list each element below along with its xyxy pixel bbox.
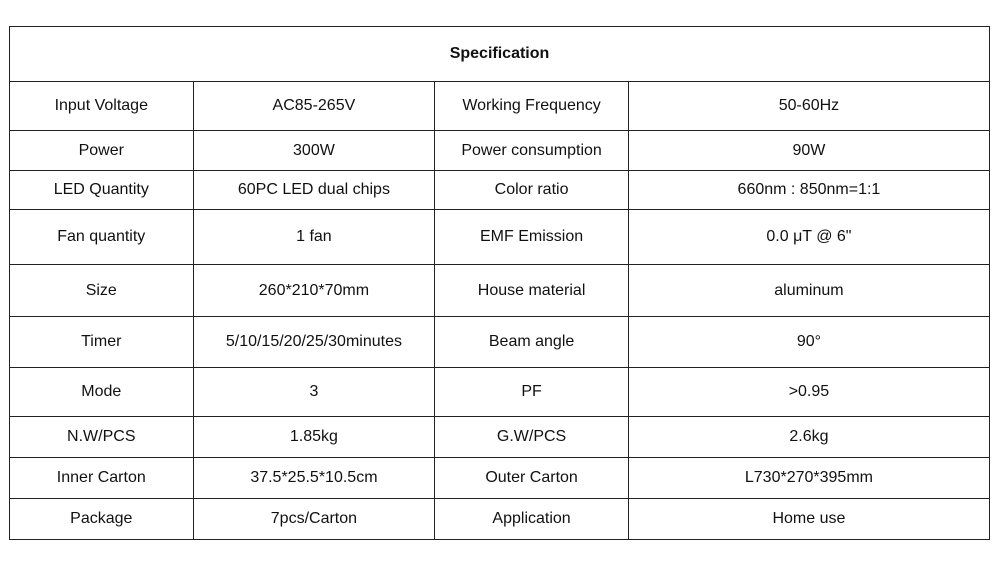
spec-label: Power consumption <box>435 131 629 171</box>
spec-label: Package <box>10 499 194 540</box>
spec-value: 90W <box>628 131 989 171</box>
spec-label: N.W/PCS <box>10 417 194 458</box>
spec-value: 300W <box>193 131 435 171</box>
table-row <box>10 171 990 210</box>
spec-value: >0.95 <box>628 368 989 417</box>
spec-label: Input Voltage <box>10 82 194 131</box>
spec-label: LED Quantity <box>10 171 194 210</box>
spec-value: 90° <box>628 317 989 368</box>
table-row <box>10 210 990 265</box>
spec-label: Fan quantity <box>10 210 194 265</box>
spec-label: G.W/PCS <box>435 417 629 458</box>
spec-label: Application <box>435 499 629 540</box>
table-row <box>10 265 990 317</box>
spec-value: 1.85kg <box>193 417 435 458</box>
spec-value: 50-60Hz <box>628 82 989 131</box>
table-row <box>10 317 990 368</box>
table-row <box>10 499 990 540</box>
spec-value: 60PC LED dual chips <box>193 171 435 210</box>
spec-value: L730*270*395mm <box>628 458 989 499</box>
spec-label: Color ratio <box>435 171 629 210</box>
spec-value: 37.5*25.5*10.5cm <box>193 458 435 499</box>
table-row <box>10 368 990 417</box>
spec-value: 0.0 μT @ 6" <box>628 210 989 265</box>
spec-label: Inner Carton <box>10 458 194 499</box>
specification-table <box>9 26 990 540</box>
spec-value: 5/10/15/20/25/30minutes <box>193 317 435 368</box>
table-title: Specification <box>10 27 990 82</box>
spec-value: AC85-265V <box>193 82 435 131</box>
table-row <box>10 458 990 499</box>
spec-label: Outer Carton <box>435 458 629 499</box>
spec-label: PF <box>435 368 629 417</box>
table-row <box>10 131 990 171</box>
spec-label: Mode <box>10 368 194 417</box>
spec-label: EMF Emission <box>435 210 629 265</box>
spec-value: 1 fan <box>193 210 435 265</box>
spec-value: 2.6kg <box>628 417 989 458</box>
spec-label: Timer <box>10 317 194 368</box>
spec-value: aluminum <box>628 265 989 317</box>
spec-value: 7pcs/Carton <box>193 499 435 540</box>
spec-value: Home use <box>628 499 989 540</box>
spec-label: Size <box>10 265 194 317</box>
title-row <box>10 27 990 82</box>
spec-value: 260*210*70mm <box>193 265 435 317</box>
spec-value: 660nm : 850nm=1:1 <box>628 171 989 210</box>
spec-value: 3 <box>193 368 435 417</box>
table-row <box>10 417 990 458</box>
spec-label: Power <box>10 131 194 171</box>
spec-label: House material <box>435 265 629 317</box>
spec-label: Beam angle <box>435 317 629 368</box>
table-row <box>10 82 990 131</box>
spec-label: Working Frequency <box>435 82 629 131</box>
